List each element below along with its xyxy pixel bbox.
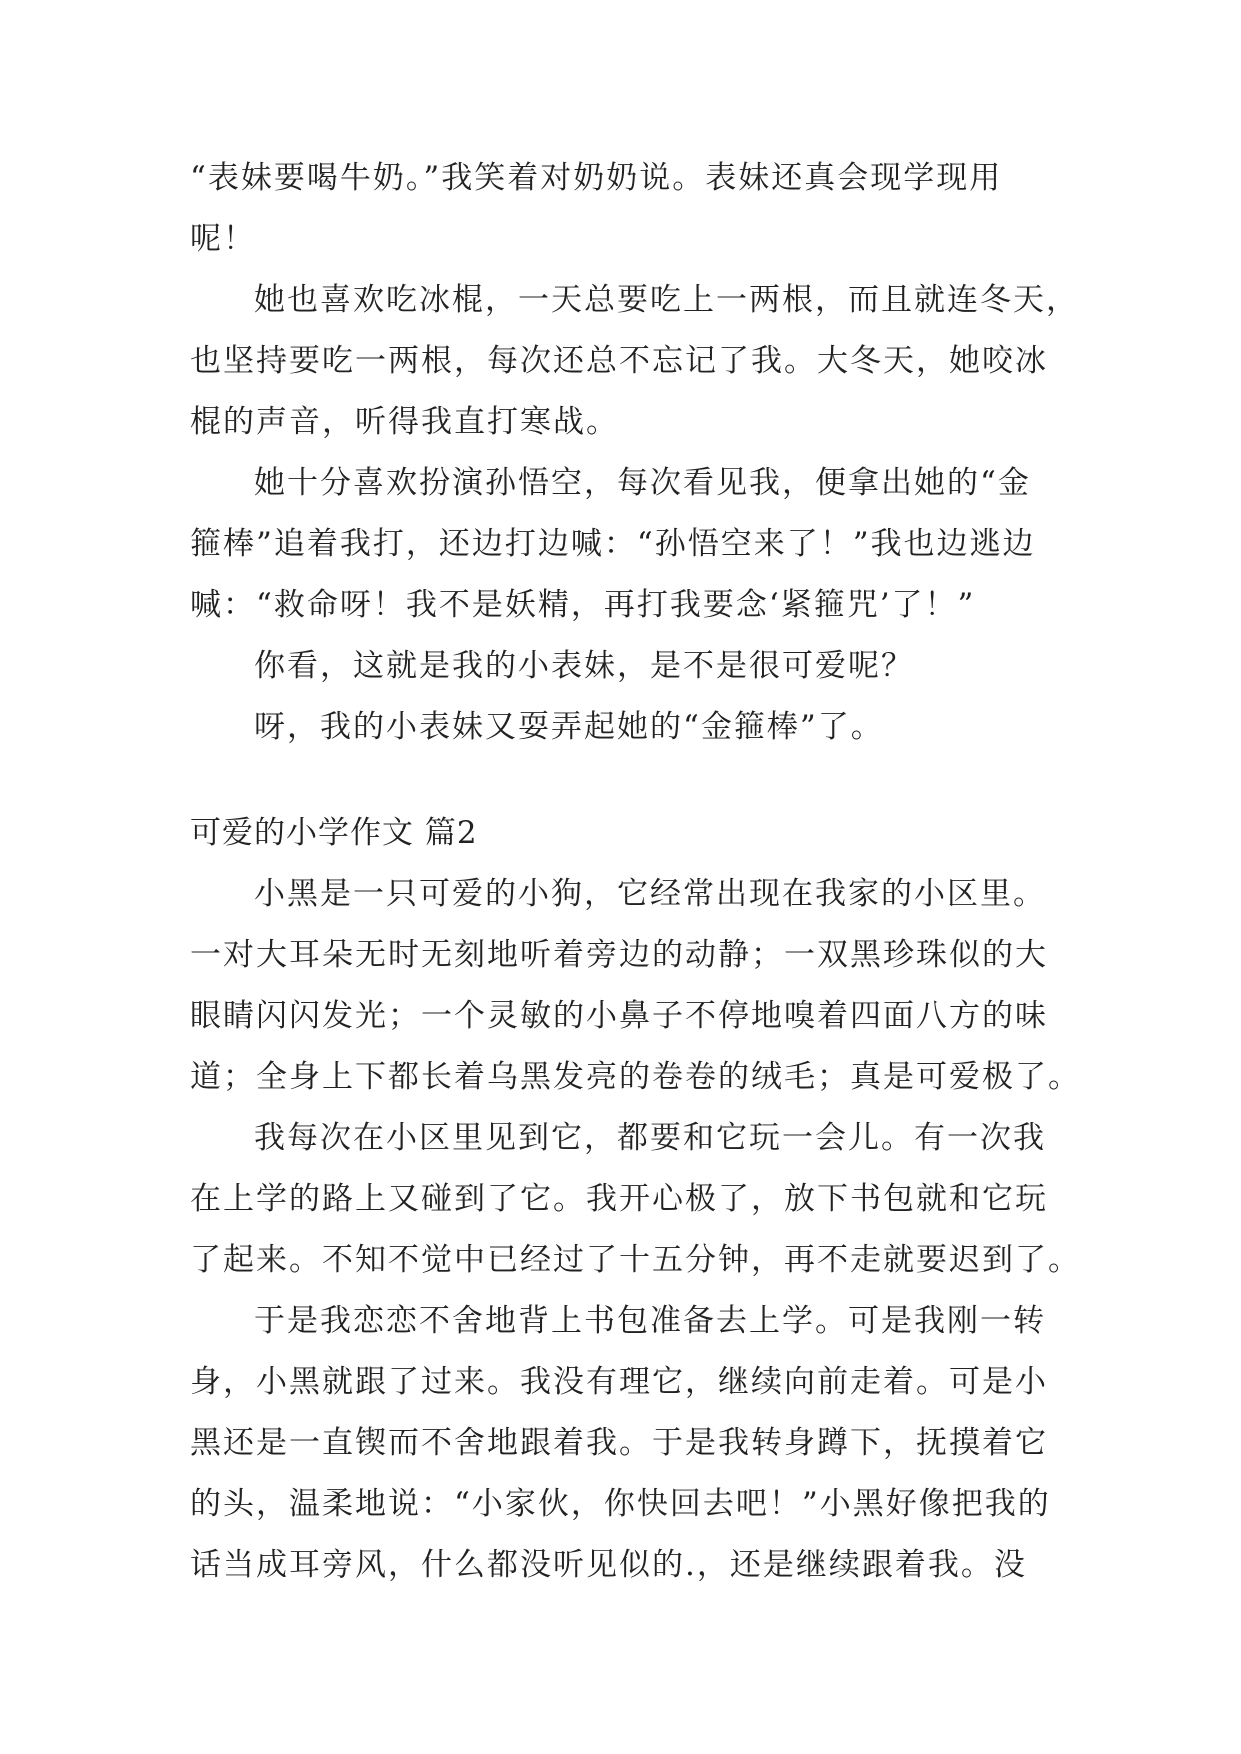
- paragraph-line: 话当成耳旁风，什么都没听见似的.，还是继续跟着我。没: [190, 1547, 1027, 1583]
- paragraph-line: 了起来。不知不觉中已经过了十五分钟，再不走就要迟到了。: [190, 1242, 1081, 1278]
- paragraph-line: “表妹要喝牛奶。”我笑着对奶奶说。表妹还真会现学现用: [190, 160, 1003, 196]
- paragraph-line: 你看，这就是我的小表妹，是不是很可爱呢？: [254, 648, 914, 684]
- paragraph-line: 我每次在小区里见到它，都要和它玩一会儿。有一次我: [254, 1120, 1046, 1156]
- paragraph-line: 也坚持要吃一两根，每次还总不忘记了我。大冬天，她咬冰: [190, 343, 1048, 379]
- paragraph-line: 喊：“救命呀！我不是妖精，再打我要念‘紧箍咒’了！”: [190, 587, 976, 623]
- paragraph-line: 她十分喜欢扮演孙悟空，每次看见我，便拿出她的“金: [254, 465, 1031, 501]
- paragraph-line: 黑还是一直锲而不舍地跟着我。于是我转身蹲下，抚摸着它: [190, 1425, 1048, 1461]
- paragraph-line: 呢！: [190, 221, 256, 257]
- paragraph-line: 她也喜欢吃冰棍，一天总要吃上一两根，而且就连冬天，: [254, 282, 1079, 318]
- essay2-body: [190, 864, 1081, 1596]
- paragraph-line: 在上学的路上又碰到了它。我开心极了，放下书包就和它玩: [190, 1181, 1048, 1217]
- paragraph-line: 于是我恋恋不舍地背上书包准备去上学。可是我刚一转: [254, 1303, 1046, 1339]
- paragraph-line: 道；全身上下都长着乌黑发亮的卷卷的绒毛；真是可爱极了。: [190, 1059, 1081, 1095]
- paragraph-line: 箍棒”追着我打，还边打边喊：“孙悟空来了！”我也边逃边: [190, 526, 1036, 562]
- essay1-body: [190, 148, 1079, 758]
- paragraph-line: 的头，温柔地说：“小家伙，你快回去吧！”小黑好像把我的: [190, 1486, 1051, 1522]
- paragraph-line: 一对大耳朵无时无刻地听着旁边的动静；一双黑珍珠似的大: [190, 937, 1048, 973]
- paragraph-line: 身，小黑就跟了过来。我没有理它，继续向前走着。可是小: [190, 1364, 1048, 1400]
- paragraph-line: 棍的声音，听得我直打寒战。: [190, 404, 619, 440]
- paragraph-line: 呀，我的小表妹又耍弄起她的“金箍棒”了。: [254, 709, 884, 745]
- paragraph-line: 小黑是一只可爱的小狗，它经常出现在我家的小区里。: [254, 876, 1046, 912]
- essay2-heading: 可爱的小学作文 篇2: [190, 815, 478, 851]
- paragraph-line: 眼睛闪闪发光；一个灵敏的小鼻子不停地嗅着四面八方的味: [190, 998, 1048, 1034]
